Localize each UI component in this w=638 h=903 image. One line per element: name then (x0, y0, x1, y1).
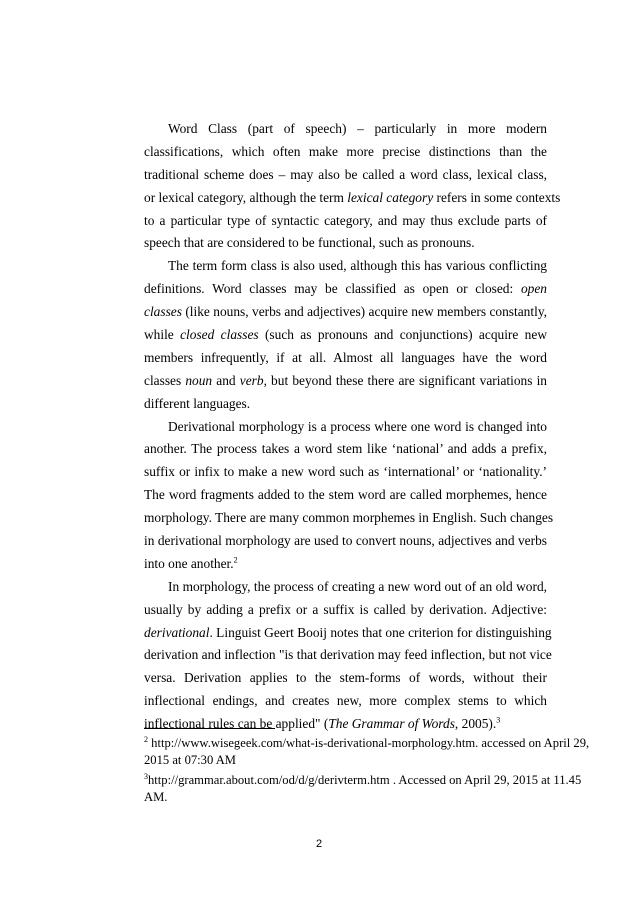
footnote-reference: 3 (496, 715, 501, 725)
text-line: Derivational morphology is a process where one word is changed into (168, 418, 547, 434)
footnote-url[interactable]: http://grammar.about.com/od/d/g/derivterm.htm . Accessed on April 29, 2015 at 11.45 (148, 773, 582, 787)
text-line (144, 553, 547, 576)
text-run: classes (144, 372, 186, 388)
text-run: , 2005). (454, 716, 497, 732)
text-line: usually by adding a prefix or a suffix is called by derivation. Adjective: (144, 601, 547, 617)
text-line: morphology. There are many common morphemes in English. Such changes (144, 510, 554, 526)
italic-term: noun (185, 372, 213, 388)
text-line: versa. Derivation applies to the stem-forms of words, without their (144, 670, 547, 686)
text-line: to a particular type of syntactic category, and may thus exclude parts of (144, 212, 547, 228)
text-line: in derivational morphology are used to convert nouns, adjectives and verbs (144, 533, 547, 549)
text-run: inflectional rules can be applied" ( (144, 716, 329, 732)
footnote-url[interactable]: http://www.wisegeek.com/what-is-derivational-morphology.htm. accessed on April 29, (148, 736, 590, 750)
text-run: or lexical category, although the term (144, 189, 348, 205)
text-run: while (144, 327, 181, 343)
italic-term: The Grammar of Words (328, 716, 455, 732)
text-line (144, 324, 547, 347)
text-line: classifications, which often make more precise distinctions than the (144, 143, 547, 159)
text-line: derivation and inflection "is that derivation may feed inflection, but not vice (144, 647, 552, 663)
text-line (144, 187, 561, 210)
text-run: into one another. (144, 555, 234, 571)
text-line: In morphology, the process of creating a new word out of an old word, (168, 578, 547, 594)
italic-term: verb (239, 372, 264, 388)
text-run: and (212, 372, 240, 388)
text-line: inflectional endings, and creates new, more complex stems to which (144, 693, 547, 709)
footnote-marker: 2 (144, 734, 148, 744)
text-run: (like nouns, verbs and adjectives) acquire new members constantly, (181, 304, 547, 320)
text-line: traditional scheme does – may also be called a word class, lexical class, (144, 166, 547, 182)
text-line: Word Class (part of speech) – particularly in more modern (168, 121, 547, 136)
footnote-2 (144, 734, 590, 769)
text-line (144, 713, 547, 736)
text-line (144, 278, 547, 301)
italic-term: lexical category (347, 189, 434, 205)
paragraph-derivation (144, 576, 552, 736)
text-line: The word fragments added to the stem word are called morphemes, hence (144, 487, 547, 503)
footnote-line: 2015 at 07:30 AM (144, 753, 237, 767)
footnote-reference: 2 (233, 555, 238, 565)
italic-term: classes (144, 304, 182, 320)
body-text (144, 118, 561, 736)
text-line (144, 622, 552, 645)
footnote-line (144, 771, 582, 789)
italic-term: open (520, 281, 547, 297)
paragraph-derivational-morphology (144, 416, 554, 576)
text-run: , but beyond these there are significant variations in (263, 372, 547, 388)
text-run: definitions. Word classes may be classified as open or closed: (144, 281, 521, 297)
text-line: speech that are considered to be functional, such as pronouns. (144, 235, 475, 251)
footnote-line: AM. (144, 790, 168, 804)
text-line (144, 301, 547, 324)
text-line: another. The process takes a word stem like ‘national’ and adds a prefix, (144, 441, 547, 457)
text-run: refers in some contexts (433, 189, 561, 205)
paragraph-word-class (144, 118, 561, 255)
text-run: . Linguist Geert Booij notes that one criterion for distinguishing (209, 624, 552, 640)
footnote-separator (144, 728, 275, 729)
text-line: suffix or infix to make a new word such as ‘international’ or ‘nationality.’ (144, 464, 547, 480)
italic-term: derivational (144, 624, 210, 640)
text-line: members infrequently, if at all. Almost all languages have the word (144, 349, 547, 365)
text-line: different languages. (144, 395, 251, 411)
text-line: The term form class is also used, although this has various conflicting (168, 258, 547, 274)
footnote-3 (144, 771, 582, 806)
footnote-line (144, 734, 590, 752)
italic-term: closed classes (180, 327, 259, 343)
footnote-marker: 3 (144, 771, 148, 781)
text-line (144, 370, 547, 393)
page-number: 2 (315, 838, 323, 850)
text-run: (such as pronouns and conjunctions) acquire new (258, 327, 547, 343)
paragraph-form-class (144, 255, 547, 415)
